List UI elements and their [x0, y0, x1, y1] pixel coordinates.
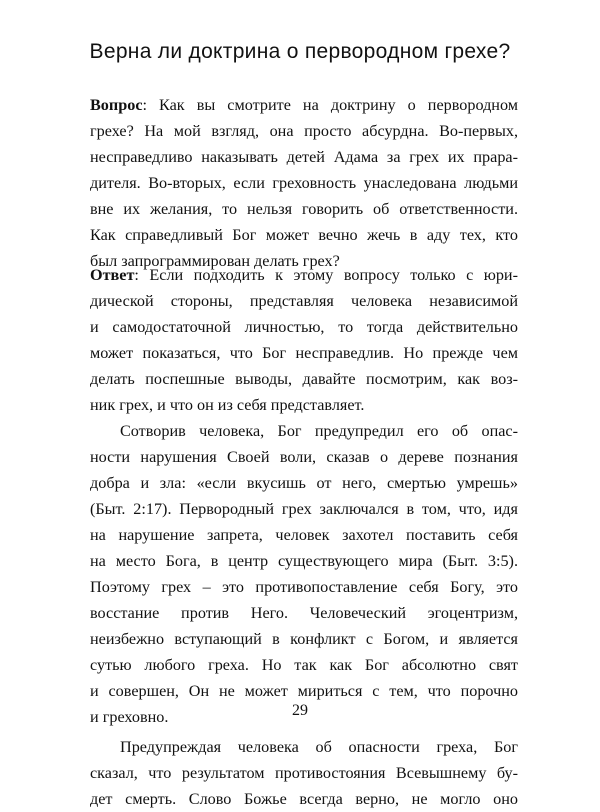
- paragraph-1-line-2: ности нарушения Своей воли, сказав о дереве познания: [90, 448, 518, 466]
- answer-block: [90, 262, 518, 812]
- paragraph-1-line-8: восстание против Него. Человеческий эгоцентризм,: [90, 604, 518, 622]
- answer-line-2: дической стороны, представляя человека независимой: [90, 292, 518, 310]
- question-line-2: грехе? На мой взгляд, она просто абсурдна. Во-первых,: [90, 122, 518, 140]
- answer-line-6: ник грех, и что он из себя представляет.: [90, 396, 365, 414]
- paragraph-2-line-2: сказал, что результатом противостояния Всевышнему бу-: [90, 764, 518, 782]
- question-line-7: был запрограммирован делать грех?: [90, 252, 340, 270]
- question-line-5: вне их желания, то нельзя говорить об ответственности.: [90, 200, 518, 218]
- question-line-4: дителя. Во-вторых, если греховность унаследована людьми: [90, 174, 518, 192]
- paragraph-1-line-7: Поэтому грех – это противопоставление себя Богу, это: [90, 578, 518, 596]
- answer-line-3: и самодостаточной личностью, то тогда действительно: [90, 318, 518, 336]
- paragraph-2-line-3: дет смерть. Слово Божье всегда верно, не могло оно: [90, 790, 518, 808]
- answer-label: Ответ: [90, 266, 135, 284]
- paragraph-1-line-9: неизбежно вступающий в конфликт с Богом, и является: [90, 630, 518, 648]
- question-line-3: несправедливо наказывать детей Адама за грех их прара-: [90, 148, 518, 166]
- question-block: [90, 92, 518, 274]
- paragraph-1-line-11: и совершен, Он не может мириться с тем, что порочно: [90, 682, 518, 700]
- paragraph-2-line-1: Предупреждая человека об опасности греха, Бог: [120, 738, 518, 756]
- chapter-title: Верна ли доктрина о первородном грехе?: [89, 40, 511, 63]
- question-line-6: Как справедливый Бог может вечно жечь в аду тех, кто: [90, 226, 518, 244]
- answer-line-5: делать поспешные выводы, давайте посмотрим, как воз-: [90, 370, 518, 388]
- question-line-1: Вопрос: Как вы смотрите на доктрину о первородном: [90, 96, 518, 114]
- paragraph-1-line-5: на нарушение запрета, человек захотел поставить себя: [90, 526, 518, 544]
- page-number: 29: [292, 702, 308, 719]
- paragraph-1-line-12: и греховно.: [90, 708, 169, 726]
- paragraph-1-line-1: Сотворив человека, Бог предупредил его об опас-: [120, 422, 518, 440]
- paragraph-1-line-6: на место Бога, в центр существующего мира (Быт. 3:5).: [90, 552, 518, 570]
- paragraph-1-line-4: (Быт. 2:17). Первородный грех заключался в том, что, идя: [90, 500, 518, 518]
- answer-line-4: может показаться, что Бог несправедлив. Но прежде чем: [90, 344, 518, 362]
- answer-line-1: Ответ: Если подходить к этому вопросу только с юри-: [90, 266, 518, 284]
- paragraph-1-line-3: добра и зла: «если вкусишь от него, смертью умрешь»: [90, 474, 518, 492]
- question-label: Вопрос: [90, 96, 143, 114]
- paragraph-1-line-10: сутью любого греха. Но так как Бог абсолютно свят: [90, 656, 518, 674]
